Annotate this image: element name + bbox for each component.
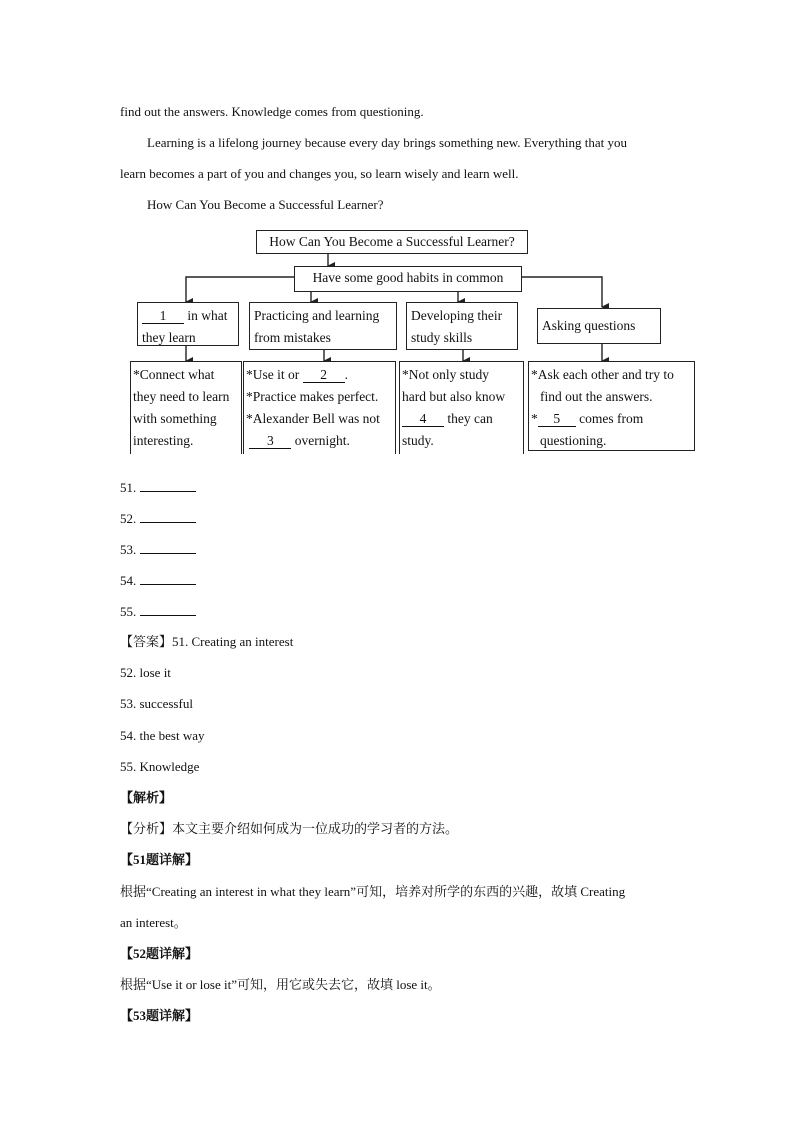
answer-55: 55. Knowledge [120,759,200,774]
q53-detail-tag: 【53题详解】 [120,1008,199,1023]
answer-52: 52. lose it [120,665,171,680]
col3-detail-line: hard but also know [402,389,506,404]
col3-detail-line: study. [402,433,434,448]
col1-head-line2: they learn [142,330,196,345]
passage-line-2: Learning is a lifelong journey because every day brings something new. Everything that you [147,135,628,150]
habits-box [294,266,522,292]
col2-d4-post: overnight. [294,433,350,448]
q52-detail-line-1: 根据“Use it or lose it”可知，用它或失去它，故填 lose it。 [120,977,441,992]
habits-text: Have some good habits in common [312,270,504,285]
col4-detail-line: questioning. [540,433,607,448]
question-53 [120,541,196,558]
answer-53: 53. successful [120,696,193,711]
col2-detail-line: *Alexander Bell was not [246,411,380,426]
question-51 [120,479,196,496]
question-number: 55. [120,604,137,619]
answer-54: 54. the best way [120,728,205,743]
question-55 [120,603,196,620]
col4-d3-post: comes from [579,411,644,426]
col4-detail-line: find out the answers. [540,389,653,404]
answer-line-1 [120,634,293,650]
col1-detail-box [130,361,242,454]
col2-head-line1: Practicing and learning [254,308,380,323]
blank-2: 2 [303,368,345,383]
passage-line-1: find out the answers. Knowledge comes from questioning. [120,104,424,119]
question-52 [120,510,196,527]
blank-1: 1 [142,309,184,324]
col4-detail-box [528,361,695,451]
question-number: 53. [120,542,137,557]
col1-detail-line: they need to learn [133,389,230,404]
col3-head-box [406,302,518,350]
col2-d1-pre: *Use it or [246,367,300,382]
blank-3: 3 [249,434,291,449]
col2-head-box [249,302,397,350]
question-54 [120,572,196,589]
col4-detail-line: *Ask each other and try to [531,367,674,382]
answer-blank[interactable] [140,541,196,554]
answer-tag: 【答案】 [120,634,173,649]
q51-detail-line-2: an interest。 [120,915,187,930]
col2-head-line2: from mistakes [254,330,331,345]
blank-5: 5 [538,412,576,427]
question-number: 51. [120,480,137,495]
col2-detail-box [243,361,396,454]
col3-detail-box [399,361,524,454]
col3-head-line1: Developing their [411,308,503,323]
col1-detail-line: *Connect what [133,367,215,382]
answer-blank[interactable] [140,510,196,523]
q51-detail-line-1: 根据“Creating an interest in what they learn”可知，培养对所学的东西的兴趣，故填 Creating [120,884,626,899]
col2-d1-post: . [344,367,348,382]
passage-line-3: learn becomes a part of you and changes you, so learn wisely and learn well. [120,166,519,181]
col4-head-box [537,308,661,344]
q52-detail-tag: 【52题详解】 [120,946,199,961]
question-number: 52. [120,511,137,526]
answer-blank[interactable] [140,572,196,585]
passage-subtitle: How Can You Become a Successful Learner? [147,197,384,212]
answer-blank[interactable] [140,479,196,492]
col1-detail-line: with something [133,411,217,426]
col1-head-rest: in what [187,308,228,323]
col3-d3-post: they can [447,411,493,426]
arrow-habits-col1 [186,277,294,302]
col4-head: Asking questions [542,318,636,333]
learner-diagram [128,226,698,454]
col2-detail-line: *Practice makes perfect. [246,389,379,404]
col1-head-box [137,302,239,346]
diagram-title: How Can You Become a Successful Learner? [269,234,515,249]
col1-detail-line: interesting. [133,433,194,448]
diagram-title-box [256,230,528,254]
col3-detail-line: *Not only study [402,367,490,382]
answer-51: 51. Creating an interest [172,634,294,649]
answer-blank[interactable] [140,603,196,616]
question-number: 54. [120,573,137,588]
col4-d3-pre: * [531,411,538,426]
q51-detail-tag: 【51题详解】 [120,852,199,867]
arrow-habits-col4 [522,277,602,307]
analysis-tag: 【解析】 [120,790,173,805]
analysis-overview: 【分析】本文主要介绍如何成为一位成功的学习者的方法。 [120,821,459,836]
blank-4: 4 [402,412,444,427]
col3-head-line2: study skills [411,330,473,345]
